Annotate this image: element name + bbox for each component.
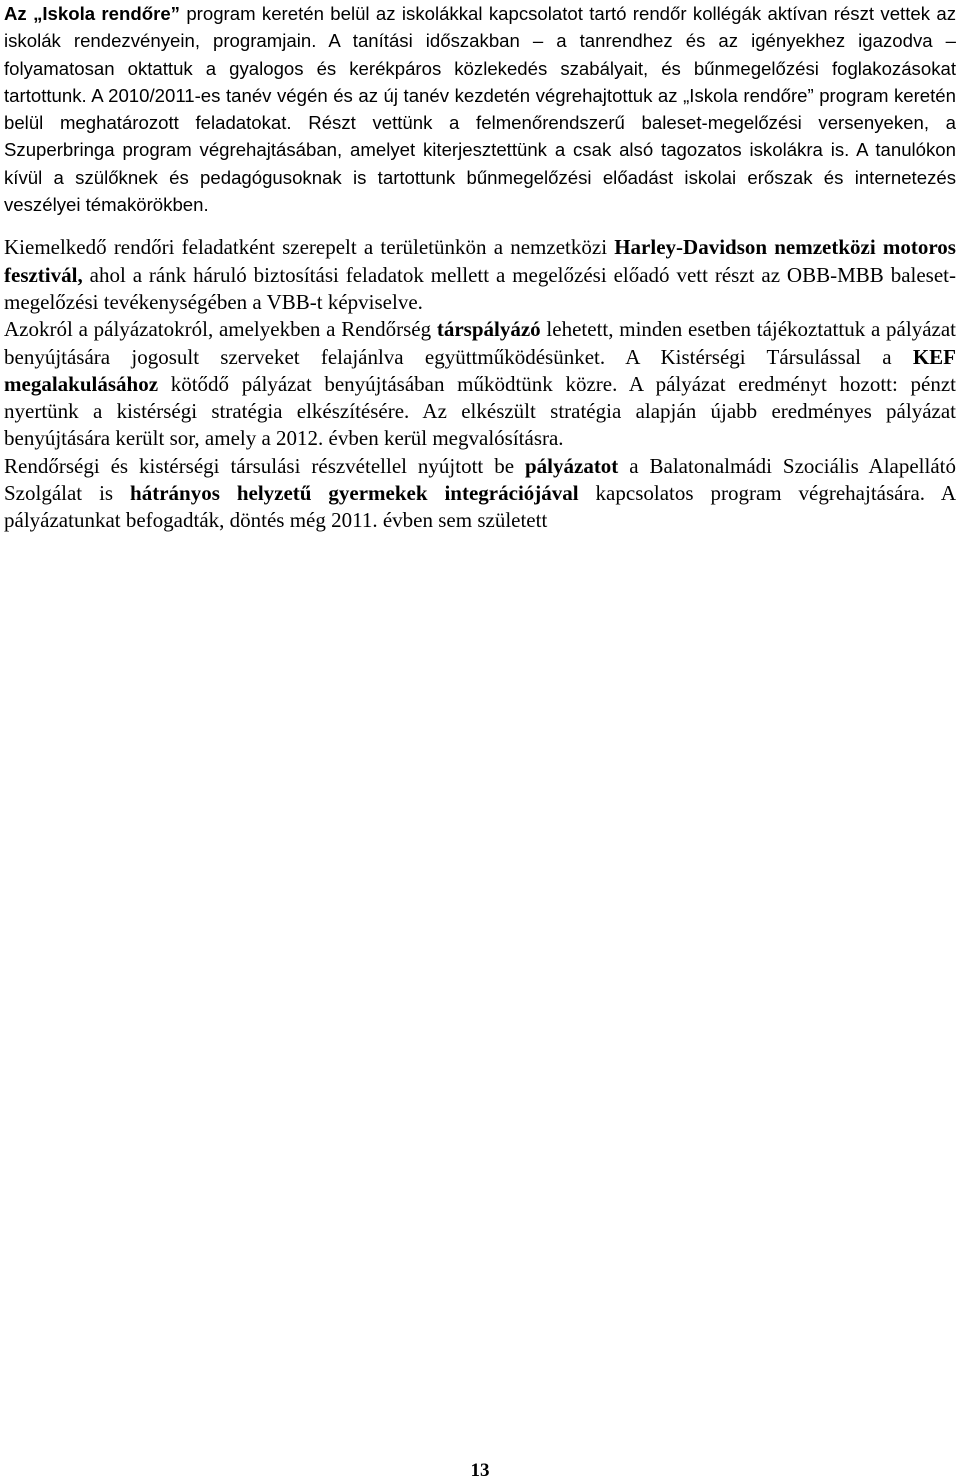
paragraph-text: a Balatonalmádi Szociális Alapellátó Szolgálat is <box>4 453 956 506</box>
paragraph-text: Kiemelkedő rendőri feladatként szerepelt a területünkön a nemzetközi <box>4 235 615 260</box>
paragraph-text: lehetett, minden esetben tájékoztattuk a pályázat benyújtására jogosult szerveket felajánlva együttműködésünket. A Kistérségi Társulással a <box>4 317 956 369</box>
integration-bold: hátrányos helyzetű gyermekek integrációjával <box>130 481 579 506</box>
paragraph-text: kötődő pályázat benyújtásában működtünk közre. A pályázat eredményt hozott: pénzt nyertünk a kistérségi stratégia elkészítésére. Az elkészült stratégia alapján újabb eredményes pályázat benyújtására került sor, amely a 2012. évben kerül megvalósításra. <box>4 371 956 451</box>
paragraph-text: Azokról a pályázatokról, amelyekben a Rendőrség <box>4 317 437 342</box>
tender-bold: pályázatot <box>524 453 619 478</box>
paragraph-tenders <box>4 316 956 452</box>
paragraph-school-police-program <box>4 0 956 218</box>
paragraph-text: ahol a ránk háruló biztosítási feladatok mellett a megelőzési előadó vett részt az OBB-MBB baleset-megelőzési tevékenységében a VBB-t képviselve. <box>4 262 956 314</box>
paragraph-text: kapcsolatos program végrehajtására. A pályázatunkat befogadták, döntés még 2011. évben sem született <box>4 481 956 533</box>
page-number: 13 <box>470 1460 490 1481</box>
paragraph-text: Rendőrségi és kistérségi társulási részvétellel nyújtott be <box>4 453 525 478</box>
kef-bold: KEF megalakulásához <box>4 344 956 396</box>
paragraph-social-service-tender <box>4 453 956 535</box>
document-page <box>4 0 956 535</box>
co-applicant-bold: társpályázó <box>436 317 541 342</box>
program-name-bold: Az „Iskola rendőre” <box>4 3 180 24</box>
paragraph-harley-davidson <box>4 234 956 316</box>
paragraph-text: program keretén belül az iskolákkal kapcsolatot tartó rendőr kollégák aktívan részt vettek az iskolák rendezvényein, programjain. A tanítási időszakban – a tanrendhez és az igényekhez igazodva – folyamatosan oktattuk a gyalogos és kerékpáros közlekedés szabályait, és bűnmegelőzési foglakozásokat tartottunk. A 2010/2011-es tanév végén és az új tanév kezdetén végrehajtottuk az „Iskola rendőre” program keretén belül meghatározott feladatokat. Részt vettünk a felmenőrendszerű baleset-megelőzési versenyeken, a Szuperbringa program végrehajtásában, amelyet kiterjesztettünk a csak alsó tagozatos iskolákra is. A tanulókon kívül a szülőknek és pedagógusoknak is tartottunk bűnmegelőzési előadást iskolai erőszak és internetezés veszélyei témakörökben. <box>4 3 957 216</box>
festival-name-bold: Harley-Davidson nemzetközi motoros fesztivál, <box>4 235 956 287</box>
